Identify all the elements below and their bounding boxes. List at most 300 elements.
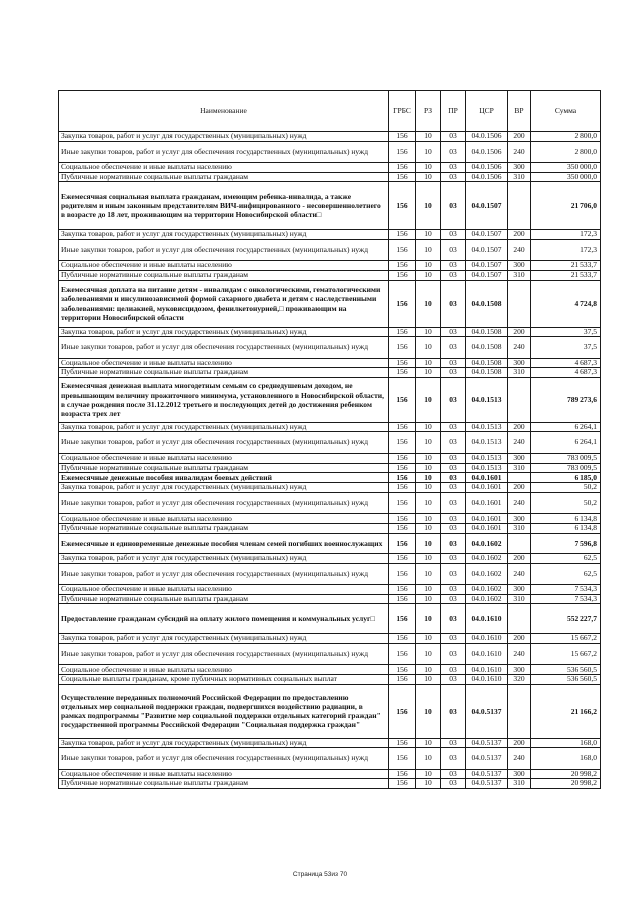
header-vr: ВР	[508, 91, 531, 132]
sum-cell: 7 534,3	[531, 594, 601, 604]
csr-cell: 04.0.1602	[466, 533, 508, 554]
pr-cell: 03	[441, 779, 466, 789]
rz-cell: 10	[416, 779, 441, 789]
table-row	[59, 665, 601, 675]
grbs-cell: 156	[389, 665, 416, 675]
table-row	[59, 432, 601, 454]
pr-cell: 03	[441, 368, 466, 378]
vr-cell: 200	[508, 634, 531, 644]
vr-cell	[508, 280, 531, 327]
csr-cell: 04.0.1506	[466, 132, 508, 142]
csr-cell: 04.0.1513	[466, 453, 508, 463]
csr-cell: 04.0.1610	[466, 643, 508, 665]
vr-cell	[508, 377, 531, 422]
pr-cell: 03	[441, 270, 466, 280]
sum-cell: 7 596,8	[531, 533, 601, 554]
sum-cell: 4 724,8	[531, 280, 601, 327]
name-cell: Социальное обеспечение и иные выплаты населению	[59, 453, 389, 463]
grbs-cell: 156	[389, 643, 416, 665]
rz-cell: 10	[416, 748, 441, 770]
table-row	[59, 684, 601, 738]
csr-cell: 04.0.5137	[466, 738, 508, 748]
vr-cell: 310	[508, 270, 531, 280]
name-cell: Закупка товаров, работ и услуг для государственных (муниципальных) нужд	[59, 422, 389, 432]
sum-cell: 168,0	[531, 748, 601, 770]
vr-cell: 240	[508, 432, 531, 454]
pr-cell: 03	[441, 358, 466, 368]
rz-cell: 10	[416, 738, 441, 748]
pr-cell: 03	[441, 337, 466, 359]
table-row	[59, 675, 601, 685]
name-cell: Публичные нормативные социальные выплаты гражданам	[59, 172, 389, 182]
pr-cell: 03	[441, 182, 466, 230]
pr-cell: 03	[441, 453, 466, 463]
vr-cell: 300	[508, 665, 531, 675]
vr-cell: 310	[508, 524, 531, 534]
sum-cell: 4 687,3	[531, 368, 601, 378]
pr-cell: 03	[441, 163, 466, 173]
table-row	[59, 358, 601, 368]
table-row	[59, 748, 601, 770]
vr-cell	[508, 182, 531, 230]
vr-cell: 200	[508, 327, 531, 337]
rz-cell: 10	[416, 473, 441, 483]
name-cell: Иные закупки товаров, работ и услуг для обеспечения государственных (муниципальных) нужд	[59, 563, 389, 585]
rz-cell: 10	[416, 337, 441, 359]
grbs-cell: 156	[389, 779, 416, 789]
grbs-cell: 156	[389, 432, 416, 454]
table-row	[59, 594, 601, 604]
header-grbs: ГРБС	[389, 91, 416, 132]
grbs-cell: 156	[389, 163, 416, 173]
sum-cell: 20 998,2	[531, 779, 601, 789]
table-header	[59, 91, 601, 132]
grbs-cell: 156	[389, 514, 416, 524]
table-row	[59, 280, 601, 327]
table-row	[59, 337, 601, 359]
vr-cell: 240	[508, 492, 531, 514]
table-row	[59, 779, 601, 789]
sum-cell: 783 009,5	[531, 463, 601, 473]
table-row	[59, 483, 601, 493]
sum-cell: 6 134,8	[531, 524, 601, 534]
name-cell: Публичные нормативные социальные выплаты гражданам	[59, 594, 389, 604]
table-row	[59, 473, 601, 483]
table-row	[59, 230, 601, 240]
vr-cell: 200	[508, 422, 531, 432]
name-cell: Социальные выплаты гражданам, кроме публичных нормативных социальных выплат	[59, 675, 389, 685]
rz-cell: 10	[416, 514, 441, 524]
grbs-cell: 156	[389, 377, 416, 422]
rz-cell: 10	[416, 563, 441, 585]
csr-cell: 04.0.1508	[466, 327, 508, 337]
vr-cell: 310	[508, 172, 531, 182]
csr-cell: 04.0.1610	[466, 675, 508, 685]
grbs-cell: 156	[389, 492, 416, 514]
name-cell: Публичные нормативные социальные выплаты гражданам	[59, 524, 389, 534]
sum-cell: 168,0	[531, 738, 601, 748]
name-cell: Иные закупки товаров, работ и услуг для обеспечения государственных (муниципальных) нужд	[59, 337, 389, 359]
csr-cell: 04.0.5137	[466, 769, 508, 779]
grbs-cell: 156	[389, 533, 416, 554]
name-cell: Публичные нормативные социальные выплаты гражданам	[59, 463, 389, 473]
rz-cell: 10	[416, 594, 441, 604]
name-cell: Социальное обеспечение и иные выплаты населению	[59, 261, 389, 271]
vr-cell: 240	[508, 643, 531, 665]
rz-cell: 10	[416, 377, 441, 422]
name-cell: Осуществление переданных полномочий Российской Федерации по предоставлению отдельных мер социальной поддержки граждан, подвергшихся воздействию радиации, в рамках подпрограммы "Развитие мер социальной поддержки отдельных категорий граждан" государственной программы Российской Федерации "Социальная поддержка граждан"	[59, 684, 389, 738]
grbs-cell: 156	[389, 172, 416, 182]
pr-cell: 03	[441, 514, 466, 524]
sum-cell: 21 533,7	[531, 270, 601, 280]
header-row	[59, 91, 601, 132]
name-cell: Закупка товаров, работ и услуг для государственных (муниципальных) нужд	[59, 327, 389, 337]
grbs-cell: 156	[389, 748, 416, 770]
csr-cell: 04.0.1610	[466, 634, 508, 644]
name-cell: Ежемесячная доплата на питание детям - инвалидам с онкологическими, гематологическими заболеваниями и инсулинозависимой формой сахарного диабета и детям с наследственными заболеваниями: целиакией, муковисцидозом, фенилкетонурией,□ проживающим на территории Новосибирской области	[59, 280, 389, 327]
header-csr: ЦСР	[466, 91, 508, 132]
name-cell: Закупка товаров, работ и услуг для государственных (муниципальных) нужд	[59, 132, 389, 142]
name-cell: Иные закупки товаров, работ и услуг для обеспечения государственных (муниципальных) нужд	[59, 643, 389, 665]
table-row	[59, 585, 601, 595]
pr-cell: 03	[441, 327, 466, 337]
rz-cell: 10	[416, 643, 441, 665]
table-row	[59, 492, 601, 514]
vr-cell: 300	[508, 769, 531, 779]
grbs-cell: 156	[389, 280, 416, 327]
name-cell: Иные закупки товаров, работ и услуг для обеспечения государственных (муниципальных) нужд	[59, 239, 389, 261]
pr-cell: 03	[441, 473, 466, 483]
table-row	[59, 163, 601, 173]
sum-cell: 552 227,7	[531, 604, 601, 634]
table-row	[59, 132, 601, 142]
rz-cell: 10	[416, 261, 441, 271]
sum-cell: 37,5	[531, 337, 601, 359]
csr-cell: 04.0.1602	[466, 585, 508, 595]
grbs-cell: 156	[389, 473, 416, 483]
header-pr: ПР	[441, 91, 466, 132]
rz-cell: 10	[416, 141, 441, 163]
name-cell: Закупка товаров, работ и услуг для государственных (муниципальных) нужд	[59, 230, 389, 240]
grbs-cell: 156	[389, 585, 416, 595]
csr-cell: 04.0.1507	[466, 261, 508, 271]
vr-cell	[508, 604, 531, 634]
table-row	[59, 172, 601, 182]
pr-cell: 03	[441, 585, 466, 595]
pr-cell: 03	[441, 684, 466, 738]
csr-cell: 04.0.1602	[466, 594, 508, 604]
rz-cell: 10	[416, 270, 441, 280]
csr-cell: 04.0.1506	[466, 163, 508, 173]
name-cell: Ежемесячные и единовременные денежные пособия членам семей погибших военнослужащих	[59, 533, 389, 554]
rz-cell: 10	[416, 172, 441, 182]
name-cell: Социальное обеспечение и иные выплаты населению	[59, 665, 389, 675]
vr-cell: 200	[508, 554, 531, 564]
sum-cell: 172,3	[531, 239, 601, 261]
pr-cell: 03	[441, 748, 466, 770]
csr-cell: 04.0.1508	[466, 337, 508, 359]
header-sum: Сумма	[531, 91, 601, 132]
table-row	[59, 563, 601, 585]
rz-cell: 10	[416, 684, 441, 738]
pr-cell: 03	[441, 463, 466, 473]
csr-cell: 04.0.1507	[466, 270, 508, 280]
vr-cell: 300	[508, 163, 531, 173]
pr-cell: 03	[441, 230, 466, 240]
name-cell: Закупка товаров, работ и услуг для государственных (муниципальных) нужд	[59, 738, 389, 748]
pr-cell: 03	[441, 422, 466, 432]
csr-cell: 04.0.1602	[466, 554, 508, 564]
sum-cell: 50,2	[531, 492, 601, 514]
grbs-cell: 156	[389, 463, 416, 473]
table-row	[59, 514, 601, 524]
rz-cell: 10	[416, 554, 441, 564]
grbs-cell: 156	[389, 261, 416, 271]
rz-cell: 10	[416, 769, 441, 779]
pr-cell: 03	[441, 432, 466, 454]
name-cell: Закупка товаров, работ и услуг для государственных (муниципальных) нужд	[59, 483, 389, 493]
pr-cell: 03	[441, 643, 466, 665]
pr-cell: 03	[441, 239, 466, 261]
rz-cell: 10	[416, 463, 441, 473]
page-number: Страница 53из 70	[292, 871, 348, 878]
table-row	[59, 270, 601, 280]
table-row	[59, 554, 601, 564]
vr-cell: 240	[508, 141, 531, 163]
sum-cell: 4 687,3	[531, 358, 601, 368]
name-cell: Публичные нормативные социальные выплаты гражданам	[59, 270, 389, 280]
pr-cell: 03	[441, 377, 466, 422]
vr-cell	[508, 473, 531, 483]
sum-cell: 7 534,3	[531, 585, 601, 595]
sum-cell: 6 264,1	[531, 432, 601, 454]
pr-cell: 03	[441, 132, 466, 142]
pr-cell: 03	[441, 769, 466, 779]
pr-cell: 03	[441, 738, 466, 748]
rz-cell: 10	[416, 358, 441, 368]
table-row	[59, 769, 601, 779]
grbs-cell: 156	[389, 141, 416, 163]
header-name: Наименование	[59, 91, 389, 132]
pr-cell: 03	[441, 554, 466, 564]
grbs-cell: 156	[389, 634, 416, 644]
sum-cell: 536 560,5	[531, 675, 601, 685]
name-cell: Ежемесячная социальная выплата гражданам, имеющим ребенка-инвалида, а также родителям и иным законным представителям ВИЧ-инфицированного - несовершеннолетнего в возрасте до 18 лет, проживающим на территории Новосибирской области□	[59, 182, 389, 230]
name-cell: Иные закупки товаров, работ и услуг для обеспечения государственных (муниципальных) нужд	[59, 748, 389, 770]
table-row	[59, 643, 601, 665]
table-row	[59, 463, 601, 473]
table-row	[59, 634, 601, 644]
table-row	[59, 533, 601, 554]
pr-cell: 03	[441, 524, 466, 534]
pr-cell: 03	[441, 141, 466, 163]
table-row	[59, 141, 601, 163]
sum-cell: 6 185,0	[531, 473, 601, 483]
table-row	[59, 239, 601, 261]
vr-cell	[508, 533, 531, 554]
pr-cell: 03	[441, 261, 466, 271]
name-cell: Предоставление гражданам субсидий на оплату жилого помещения и коммунальных услуг□	[59, 604, 389, 634]
csr-cell: 04.0.5137	[466, 684, 508, 738]
vr-cell: 300	[508, 514, 531, 524]
grbs-cell: 156	[389, 554, 416, 564]
grbs-cell: 156	[389, 422, 416, 432]
name-cell: Закупка товаров, работ и услуг для государственных (муниципальных) нужд	[59, 554, 389, 564]
table-row	[59, 604, 601, 634]
csr-cell: 04.0.1601	[466, 492, 508, 514]
table-row	[59, 524, 601, 534]
rz-cell: 10	[416, 533, 441, 554]
pr-cell: 03	[441, 563, 466, 585]
csr-cell: 04.0.1601	[466, 514, 508, 524]
rz-cell: 10	[416, 327, 441, 337]
rz-cell: 10	[416, 368, 441, 378]
table-row	[59, 368, 601, 378]
table-row	[59, 261, 601, 271]
name-cell: Иные закупки товаров, работ и услуг для обеспечения государственных (муниципальных) нужд	[59, 141, 389, 163]
name-cell: Ежемесячная денежная выплата многодетным семьям со среднедушевым доходом, не превышающим величину прожиточного минимума, установленного в Новосибирской области, в случае рождения после 31.12.2012 третьего и последующих детей до достижения ребенком возраста трех лет	[59, 377, 389, 422]
sum-cell: 172,3	[531, 230, 601, 240]
rz-cell: 10	[416, 585, 441, 595]
budget-table	[58, 90, 601, 789]
grbs-cell: 156	[389, 327, 416, 337]
sum-cell: 536 560,5	[531, 665, 601, 675]
pr-cell: 03	[441, 280, 466, 327]
csr-cell: 04.0.5137	[466, 748, 508, 770]
vr-cell: 310	[508, 463, 531, 473]
table-row	[59, 738, 601, 748]
name-cell: Иные закупки товаров, работ и услуг для обеспечения государственных (муниципальных) нужд	[59, 432, 389, 454]
csr-cell: 04.0.1602	[466, 563, 508, 585]
csr-cell: 04.0.1610	[466, 604, 508, 634]
vr-cell: 240	[508, 748, 531, 770]
header-rz: РЗ	[416, 91, 441, 132]
sum-cell: 6 264,1	[531, 422, 601, 432]
rz-cell: 10	[416, 634, 441, 644]
rz-cell: 10	[416, 675, 441, 685]
csr-cell: 04.0.1508	[466, 280, 508, 327]
grbs-cell: 156	[389, 524, 416, 534]
table-row	[59, 453, 601, 463]
rz-cell: 10	[416, 483, 441, 493]
sum-cell: 62,5	[531, 554, 601, 564]
sum-cell: 350 000,0	[531, 163, 601, 173]
vr-cell: 300	[508, 261, 531, 271]
csr-cell: 04.0.5137	[466, 779, 508, 789]
grbs-cell: 156	[389, 358, 416, 368]
table-body	[59, 132, 601, 789]
vr-cell: 200	[508, 483, 531, 493]
vr-cell: 300	[508, 453, 531, 463]
table-row	[59, 377, 601, 422]
pr-cell: 03	[441, 492, 466, 514]
csr-cell: 04.0.1601	[466, 473, 508, 483]
rz-cell: 10	[416, 280, 441, 327]
pr-cell: 03	[441, 533, 466, 554]
pr-cell: 03	[441, 634, 466, 644]
sum-cell: 50,2	[531, 483, 601, 493]
pr-cell: 03	[441, 604, 466, 634]
vr-cell: 200	[508, 738, 531, 748]
csr-cell: 04.0.1513	[466, 432, 508, 454]
name-cell: Социальное обеспечение и иные выплаты населению	[59, 163, 389, 173]
vr-cell: 300	[508, 358, 531, 368]
rz-cell: 10	[416, 163, 441, 173]
csr-cell: 04.0.1513	[466, 377, 508, 422]
grbs-cell: 156	[389, 453, 416, 463]
vr-cell: 310	[508, 779, 531, 789]
vr-cell: 200	[508, 132, 531, 142]
pr-cell: 03	[441, 665, 466, 675]
sum-cell: 789 273,6	[531, 377, 601, 422]
csr-cell: 04.0.1513	[466, 422, 508, 432]
rz-cell: 10	[416, 604, 441, 634]
grbs-cell: 156	[389, 132, 416, 142]
name-cell: Закупка товаров, работ и услуг для государственных (муниципальных) нужд	[59, 634, 389, 644]
sum-cell: 20 998,2	[531, 769, 601, 779]
pr-cell: 03	[441, 483, 466, 493]
rz-cell: 10	[416, 492, 441, 514]
grbs-cell: 156	[389, 675, 416, 685]
csr-cell: 04.0.1507	[466, 230, 508, 240]
pr-cell: 03	[441, 675, 466, 685]
csr-cell: 04.0.1507	[466, 182, 508, 230]
rz-cell: 10	[416, 132, 441, 142]
csr-cell: 04.0.1508	[466, 358, 508, 368]
sum-cell: 62,5	[531, 563, 601, 585]
name-cell: Ежемесячные денежные пособия инвалидам боевых действий	[59, 473, 389, 483]
csr-cell: 04.0.1610	[466, 665, 508, 675]
sum-cell: 350 000,0	[531, 172, 601, 182]
rz-cell: 10	[416, 524, 441, 534]
grbs-cell: 156	[389, 270, 416, 280]
grbs-cell: 156	[389, 769, 416, 779]
grbs-cell: 156	[389, 738, 416, 748]
table-row	[59, 422, 601, 432]
csr-cell: 04.0.1506	[466, 172, 508, 182]
name-cell: Публичные нормативные социальные выплаты гражданам	[59, 779, 389, 789]
csr-cell: 04.0.1508	[466, 368, 508, 378]
sum-cell: 21 533,7	[531, 261, 601, 271]
sum-cell: 21 706,0	[531, 182, 601, 230]
sum-cell: 783 009,5	[531, 453, 601, 463]
vr-cell	[508, 684, 531, 738]
grbs-cell: 156	[389, 594, 416, 604]
rz-cell: 10	[416, 432, 441, 454]
csr-cell: 04.0.1513	[466, 463, 508, 473]
grbs-cell: 156	[389, 182, 416, 230]
name-cell: Социальное обеспечение и иные выплаты населению	[59, 769, 389, 779]
vr-cell: 240	[508, 239, 531, 261]
sum-cell: 15 667,2	[531, 634, 601, 644]
rz-cell: 10	[416, 665, 441, 675]
vr-cell: 240	[508, 563, 531, 585]
rz-cell: 10	[416, 182, 441, 230]
name-cell: Публичные нормативные социальные выплаты гражданам	[59, 368, 389, 378]
name-cell: Социальное обеспечение и иные выплаты населению	[59, 358, 389, 368]
csr-cell: 04.0.1601	[466, 524, 508, 534]
sum-cell: 37,5	[531, 327, 601, 337]
grbs-cell: 156	[389, 684, 416, 738]
rz-cell: 10	[416, 230, 441, 240]
grbs-cell: 156	[389, 239, 416, 261]
vr-cell: 310	[508, 368, 531, 378]
pr-cell: 03	[441, 172, 466, 182]
name-cell: Социальное обеспечение и иные выплаты населению	[59, 585, 389, 595]
vr-cell: 200	[508, 230, 531, 240]
table-row	[59, 182, 601, 230]
vr-cell: 310	[508, 594, 531, 604]
